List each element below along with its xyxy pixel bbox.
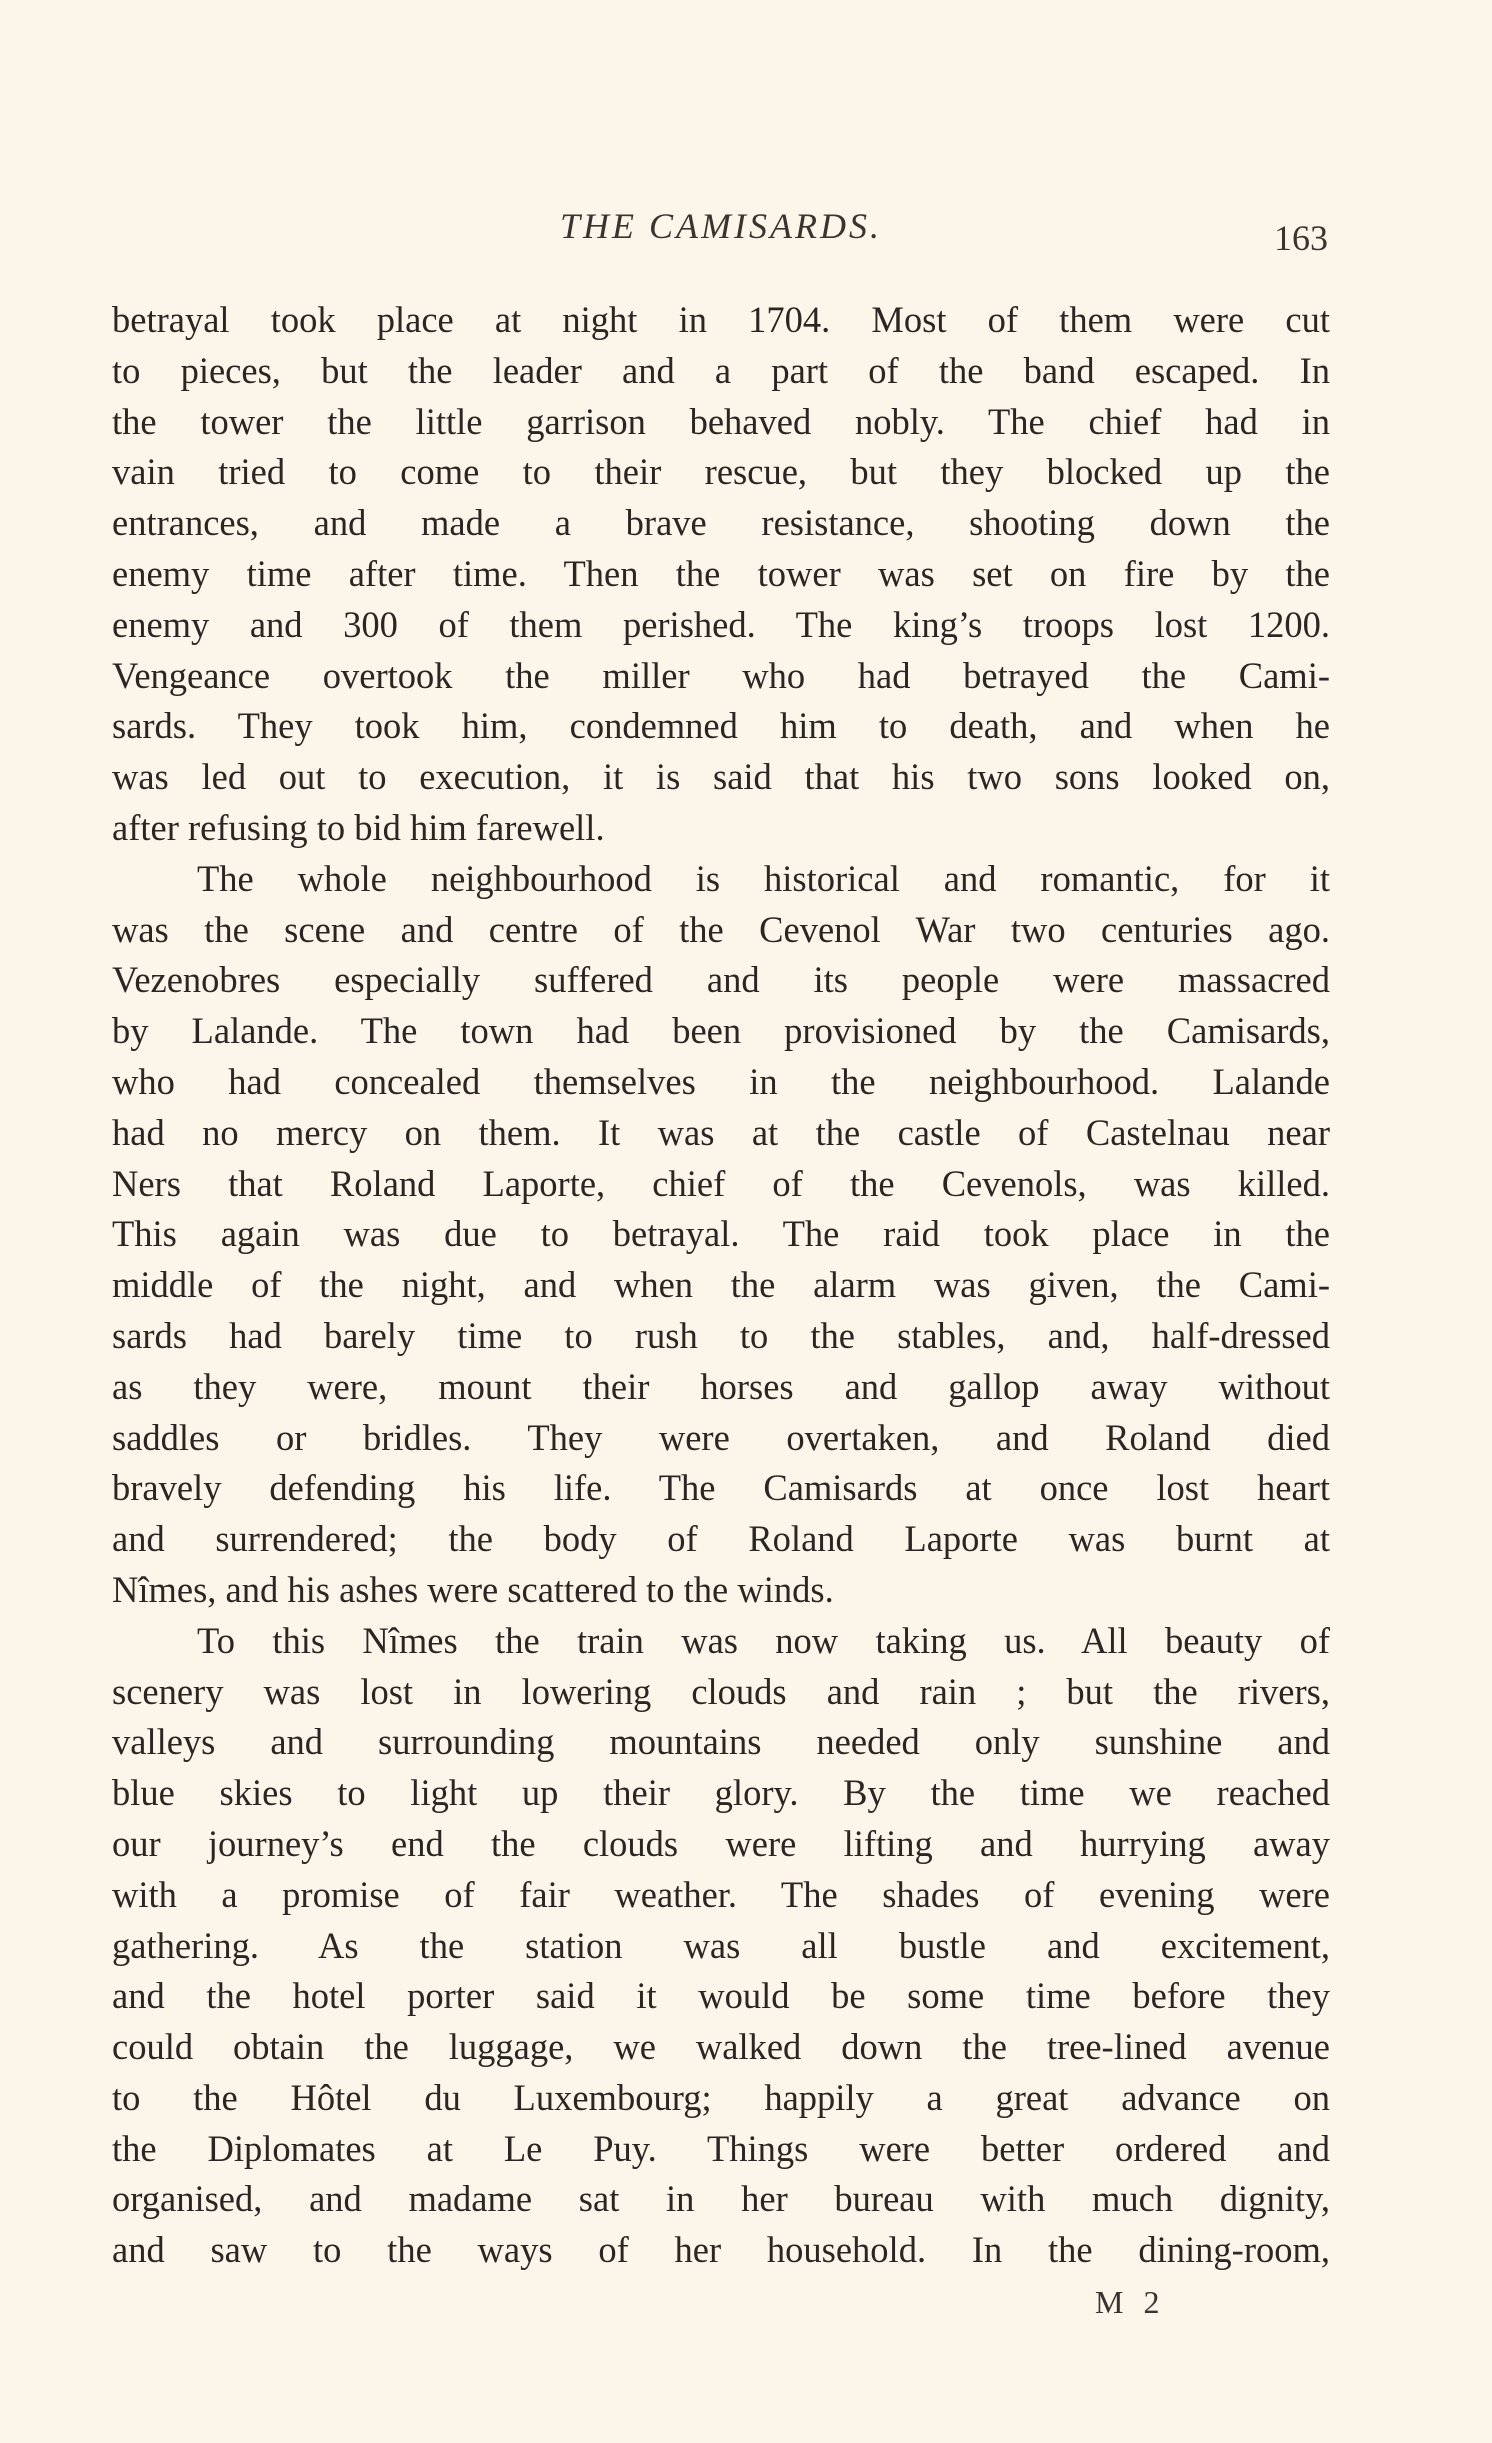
text-line: was led out to execution, it is said that his two sons looked on,: [112, 756, 1330, 798]
text-line: Nîmes, and his ashes were scattered to the winds.: [112, 1568, 834, 1610]
text-line: sards had barely time to rush to the stables, and, half-dressed: [112, 1314, 1330, 1356]
text-line: middle of the night, and when the alarm was given, the Cami-: [112, 1264, 1330, 1306]
text-line: bravely defending his life. The Camisards at once lost heart: [112, 1467, 1330, 1509]
text-line: had no mercy on them. It was at the castle of Castelnau near: [112, 1111, 1330, 1153]
text-line: To this Nîmes the train was now taking us. All beauty of: [197, 1619, 1330, 1661]
text-line: betrayal took place at night in 1704. Most of them were cut: [112, 299, 1330, 340]
text-line: Vengeance overtook the miller who had betrayed the Cami-: [112, 654, 1330, 696]
text-line: saddles or bridles. They were overtaken, and Roland died: [112, 1416, 1330, 1458]
signature-mark: M 2: [1095, 2284, 1166, 2320]
text-line: sards. They took him, condemned him to death, and when he: [112, 705, 1330, 747]
text-line: Ners that Roland Laporte, chief of the Cevenols, was killed.: [112, 1162, 1330, 1204]
page-number: 163: [1274, 218, 1328, 258]
text-line: the tower the little garrison behaved nobly. The chief had in: [112, 400, 1330, 442]
running-title: THE CAMISARDS.: [560, 206, 882, 246]
text-line: and saw to the ways of her household. In the dining-room,: [112, 2229, 1330, 2271]
text-line: could obtain the luggage, we walked down the tree-lined avenue: [112, 2026, 1330, 2068]
text-line: gathering. As the station was all bustle and excitement,: [112, 1924, 1330, 1966]
text-line: and surrendered; the body of Roland Laporte was burnt at: [112, 1518, 1330, 1560]
text-line: organised, and madame sat in her bureau with much dignity,: [112, 2178, 1330, 2220]
text-line: enemy time after time. Then the tower was set on fire by the: [112, 552, 1330, 594]
text-line: and the hotel porter said it would be some time before they: [112, 1975, 1330, 2017]
text-line: by Lalande. The town had been provisioned by the Camisards,: [112, 1010, 1330, 1052]
text-line: to pieces, but the leader and a part of the band escaped. In: [112, 349, 1330, 391]
text-line: to the Hôtel du Luxembourg; happily a great advance on: [112, 2076, 1330, 2118]
text-line: enemy and 300 of them perished. The king’s troops lost 1200.: [112, 603, 1330, 645]
text-line: The whole neighbourhood is historical and romantic, for it: [197, 857, 1330, 899]
text-line: Vezenobres especially suffered and its people were massacred: [112, 959, 1330, 1001]
text-line: scenery was lost in lowering clouds and rain ; but the rivers,: [112, 1670, 1330, 1712]
text-line: blue skies to light up their glory. By the time we reached: [112, 1772, 1330, 1814]
text-line: the Diplomates at Le Puy. Things were better ordered and: [112, 2127, 1330, 2169]
text-line: valleys and surrounding mountains needed only sunshine and: [112, 1721, 1330, 1763]
text-line: after refusing to bid him farewell.: [112, 806, 605, 848]
text-line: with a promise of fair weather. The shades of evening were: [112, 1873, 1330, 1915]
text-line: This again was due to betrayal. The raid took place in the: [112, 1213, 1330, 1255]
body-text: [112, 295, 1330, 2276]
text-line: our journey’s end the clouds were lifting and hurrying away: [112, 1822, 1330, 1864]
text-line: as they were, mount their horses and gallop away without: [112, 1365, 1330, 1407]
text-line: entrances, and made a brave resistance, shooting down the: [112, 502, 1330, 544]
text-line: vain tried to come to their rescue, but they blocked up the: [112, 451, 1330, 493]
text-line: who had concealed themselves in the neighbourhood. Lalande: [112, 1060, 1330, 1102]
text-line: was the scene and centre of the Cevenol War two centuries ago.: [112, 908, 1330, 950]
running-head: [0, 205, 1492, 258]
